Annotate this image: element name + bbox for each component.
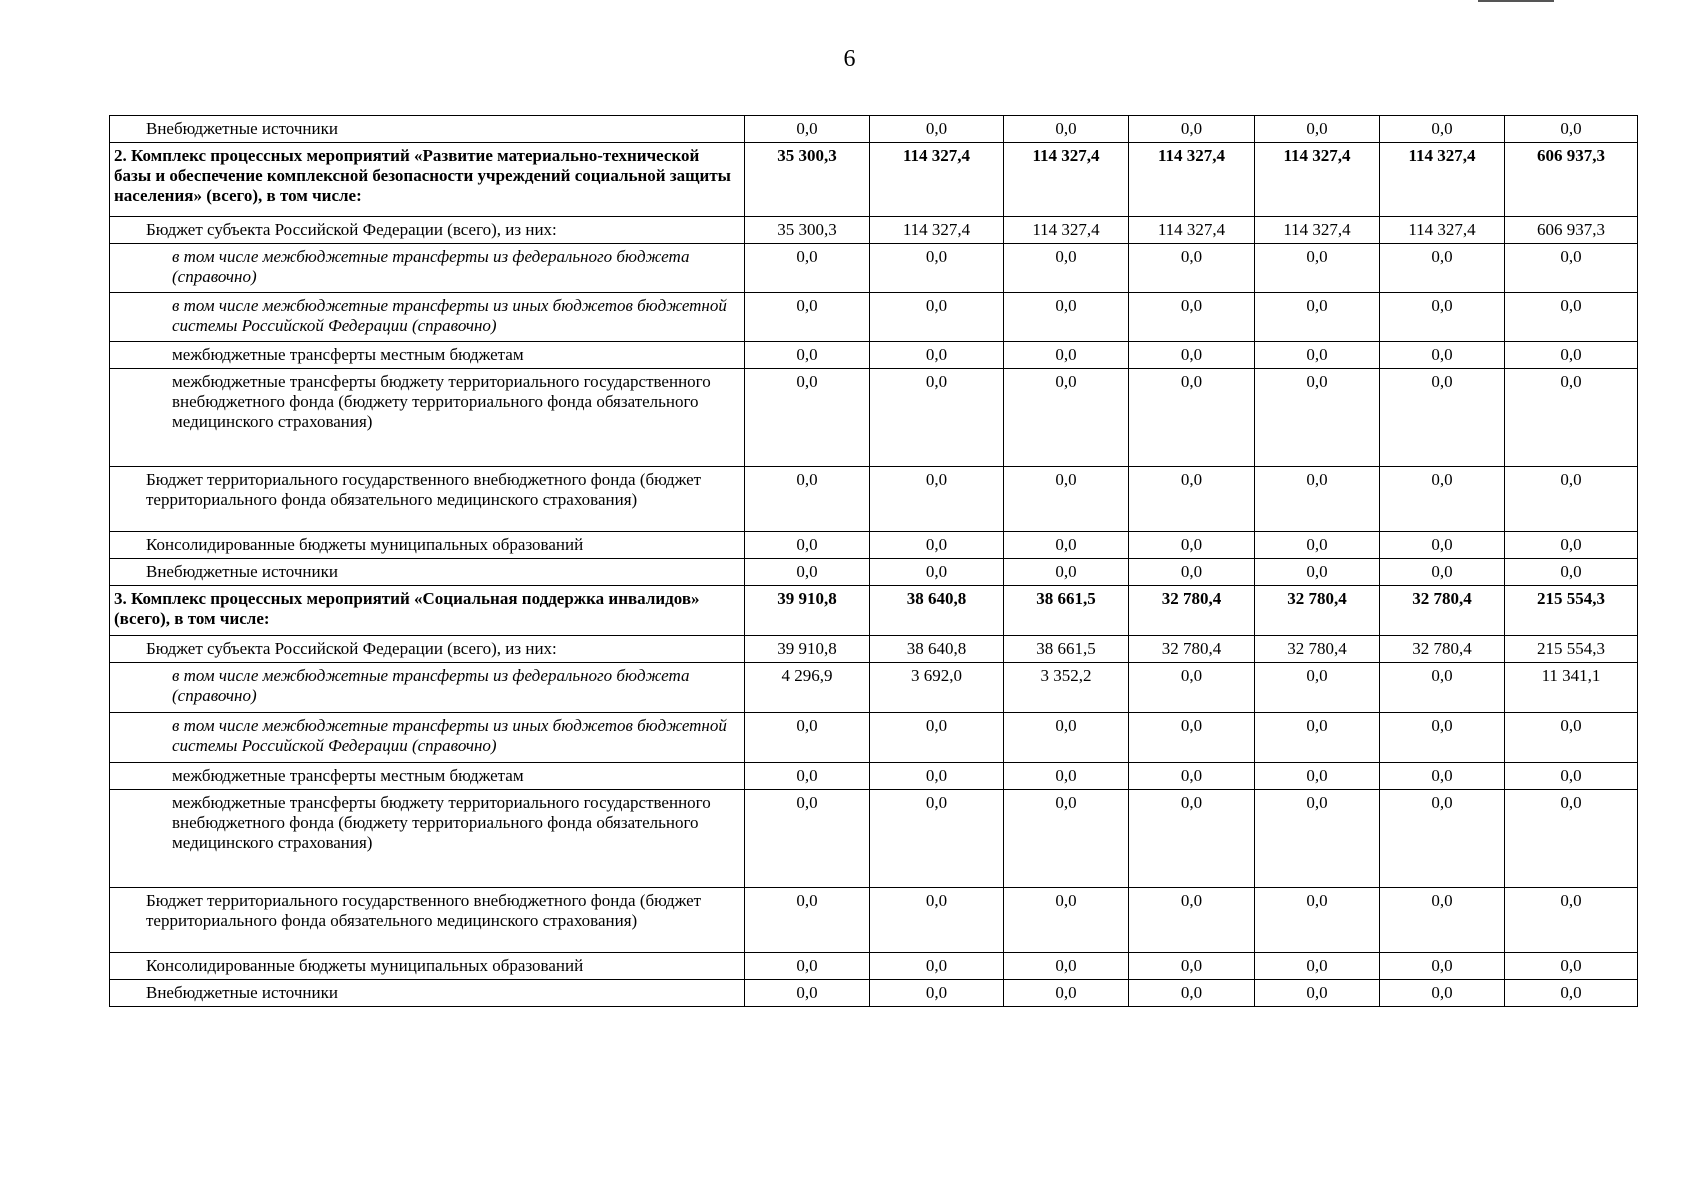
value-cell: 0,0 [745,888,870,953]
value-cell: 0,0 [870,980,1004,1007]
value-cell: 0,0 [1129,559,1255,586]
value-cell: 0,0 [1505,244,1638,293]
value-cell: 0,0 [745,980,870,1007]
value-cell: 0,0 [1255,467,1380,532]
table-row [110,244,1638,293]
value-cell: 0,0 [1380,369,1505,467]
value-cell: 0,0 [1004,293,1129,342]
value-cell: 0,0 [870,293,1004,342]
value-cell: 38 661,5 [1004,636,1129,663]
table-row [110,713,1638,763]
value-cell: 0,0 [1255,980,1380,1007]
value-cell: 0,0 [1004,888,1129,953]
value-cell: 0,0 [1505,293,1638,342]
row-label: межбюджетные трансферты местным бюджетам [110,342,745,369]
value-cell: 0,0 [870,467,1004,532]
value-cell: 0,0 [1380,532,1505,559]
value-cell: 0,0 [1505,888,1638,953]
value-cell: 0,0 [1380,116,1505,143]
table-row [110,293,1638,342]
value-cell: 0,0 [870,532,1004,559]
value-cell: 38 640,8 [870,586,1004,636]
value-cell: 0,0 [1505,980,1638,1007]
value-cell: 39 910,8 [745,586,870,636]
value-cell: 606 937,3 [1505,217,1638,244]
value-cell: 114 327,4 [1255,143,1380,217]
value-cell: 0,0 [1255,888,1380,953]
value-cell: 215 554,3 [1505,636,1638,663]
row-label: в том числе межбюджетные трансферты из иных бюджетов бюджетной системы Российской Федерации (справочно) [110,713,745,763]
value-cell: 0,0 [1505,342,1638,369]
value-cell: 35 300,3 [745,143,870,217]
value-cell: 0,0 [745,559,870,586]
value-cell: 32 780,4 [1129,636,1255,663]
row-label: 3. Комплекс процессных мероприятий «Социальная поддержка инвалидов» (всего), в том числе: [110,586,745,636]
value-cell: 0,0 [1129,713,1255,763]
value-cell: 32 780,4 [1380,636,1505,663]
table-row [110,888,1638,953]
value-cell: 0,0 [870,244,1004,293]
value-cell: 0,0 [1380,980,1505,1007]
value-cell: 0,0 [745,790,870,888]
value-cell: 4 296,9 [745,663,870,713]
value-cell: 0,0 [1004,244,1129,293]
value-cell: 0,0 [1129,467,1255,532]
value-cell: 0,0 [745,342,870,369]
value-cell: 0,0 [1129,663,1255,713]
value-cell: 0,0 [870,790,1004,888]
value-cell: 0,0 [870,953,1004,980]
value-cell: 114 327,4 [1004,217,1129,244]
table-row [110,217,1638,244]
value-cell: 32 780,4 [1380,586,1505,636]
value-cell: 0,0 [745,369,870,467]
value-cell: 0,0 [1004,763,1129,790]
page-number: 6 [843,46,856,72]
value-cell: 0,0 [870,763,1004,790]
row-label: Бюджет субъекта Российской Федерации (всего), из них: [110,217,745,244]
value-cell: 0,0 [1004,532,1129,559]
value-cell: 0,0 [1255,342,1380,369]
value-cell: 0,0 [745,763,870,790]
row-label: Бюджет субъекта Российской Федерации (всего), из них: [110,636,745,663]
row-label: Бюджет территориального государственного внебюджетного фонда (бюджет территориального фонда обязательного медицинского страхования) [110,888,745,953]
value-cell: 0,0 [1129,293,1255,342]
value-cell: 0,0 [1505,790,1638,888]
value-cell: 0,0 [1255,532,1380,559]
scan-artifact [1478,0,1554,2]
table-row [110,763,1638,790]
value-cell: 114 327,4 [1255,217,1380,244]
value-cell: 0,0 [870,888,1004,953]
value-cell: 0,0 [1255,244,1380,293]
value-cell: 0,0 [1004,790,1129,888]
row-label: Бюджет территориального государственного внебюджетного фонда (бюджет территориального фонда обязательного медицинского страхования) [110,467,745,532]
value-cell: 0,0 [1380,888,1505,953]
value-cell: 0,0 [1255,790,1380,888]
value-cell: 215 554,3 [1505,586,1638,636]
value-cell: 0,0 [1129,342,1255,369]
value-cell: 114 327,4 [870,217,1004,244]
row-label: в том числе межбюджетные трансферты из иных бюджетов бюджетной системы Российской Федерации (справочно) [110,293,745,342]
value-cell: 0,0 [1255,953,1380,980]
value-cell: 0,0 [1505,713,1638,763]
value-cell: 0,0 [1380,790,1505,888]
value-cell: 0,0 [1380,713,1505,763]
value-cell: 0,0 [1129,116,1255,143]
value-cell: 0,0 [1505,369,1638,467]
value-cell: 0,0 [1129,369,1255,467]
value-cell: 32 780,4 [1255,586,1380,636]
value-cell: 0,0 [1129,763,1255,790]
value-cell: 0,0 [870,559,1004,586]
value-cell: 0,0 [1004,467,1129,532]
value-cell: 0,0 [870,116,1004,143]
value-cell: 114 327,4 [1380,143,1505,217]
row-label: Внебюджетные источники [110,980,745,1007]
row-label: Внебюджетные источники [110,116,745,143]
value-cell: 0,0 [745,532,870,559]
table-row [110,143,1638,217]
value-cell: 0,0 [745,953,870,980]
value-cell: 0,0 [1129,980,1255,1007]
table-row [110,342,1638,369]
row-label: в том числе межбюджетные трансферты из федерального бюджета (справочно) [110,663,745,713]
table-row [110,369,1638,467]
table-row [110,663,1638,713]
table-row [110,116,1638,143]
value-cell: 0,0 [745,116,870,143]
table-row [110,636,1638,663]
row-label: Внебюджетные источники [110,559,745,586]
value-cell: 606 937,3 [1505,143,1638,217]
value-cell: 0,0 [1255,763,1380,790]
value-cell: 0,0 [1380,342,1505,369]
value-cell: 38 640,8 [870,636,1004,663]
value-cell: 0,0 [870,342,1004,369]
value-cell: 0,0 [1255,713,1380,763]
row-label: Консолидированные бюджеты муниципальных образований [110,953,745,980]
table-row [110,953,1638,980]
value-cell: 0,0 [1380,663,1505,713]
value-cell: 114 327,4 [1380,217,1505,244]
value-cell: 3 352,2 [1004,663,1129,713]
row-label: в том числе межбюджетные трансферты из федерального бюджета (справочно) [110,244,745,293]
budget-table [109,115,1638,1007]
value-cell: 0,0 [1505,116,1638,143]
row-label: межбюджетные трансферты местным бюджетам [110,763,745,790]
value-cell: 0,0 [870,369,1004,467]
value-cell: 0,0 [1380,763,1505,790]
value-cell: 0,0 [1004,980,1129,1007]
value-cell: 0,0 [1004,369,1129,467]
table-row [110,467,1638,532]
value-cell: 39 910,8 [745,636,870,663]
value-cell: 11 341,1 [1505,663,1638,713]
value-cell: 0,0 [1380,953,1505,980]
value-cell: 0,0 [1004,953,1129,980]
value-cell: 0,0 [1255,116,1380,143]
table-body [110,116,1638,1007]
value-cell: 0,0 [745,244,870,293]
value-cell: 3 692,0 [870,663,1004,713]
value-cell: 0,0 [745,713,870,763]
value-cell: 0,0 [1129,953,1255,980]
row-label: межбюджетные трансферты бюджету территориального государственного внебюджетного фонда (бюджету территориального фонда обязательного медицинского страхования) [110,790,745,888]
value-cell: 0,0 [1380,293,1505,342]
value-cell: 0,0 [745,293,870,342]
value-cell: 38 661,5 [1004,586,1129,636]
row-label: 2. Комплекс процессных мероприятий «Развитие материально-технической базы и обеспечение комплексной безопасности учреждений социальной защиты населения» (всего), в том числе: [110,143,745,217]
table-row [110,790,1638,888]
table-row [110,980,1638,1007]
table-row [110,559,1638,586]
value-cell: 0,0 [1255,293,1380,342]
value-cell: 0,0 [1505,467,1638,532]
value-cell: 0,0 [1129,888,1255,953]
value-cell: 35 300,3 [745,217,870,244]
value-cell: 114 327,4 [1129,143,1255,217]
value-cell: 0,0 [1380,559,1505,586]
value-cell: 0,0 [1505,559,1638,586]
row-label: межбюджетные трансферты бюджету территориального государственного внебюджетного фонда (бюджету территориального фонда обязательного медицинского страхования) [110,369,745,467]
value-cell: 0,0 [745,467,870,532]
value-cell: 32 780,4 [1129,586,1255,636]
value-cell: 0,0 [1004,559,1129,586]
value-cell: 0,0 [1380,467,1505,532]
value-cell: 0,0 [1004,116,1129,143]
value-cell: 0,0 [1255,559,1380,586]
value-cell: 0,0 [1129,790,1255,888]
value-cell: 0,0 [1255,663,1380,713]
value-cell: 0,0 [870,713,1004,763]
value-cell: 114 327,4 [870,143,1004,217]
value-cell: 114 327,4 [1004,143,1129,217]
value-cell: 0,0 [1129,532,1255,559]
value-cell: 0,0 [1505,763,1638,790]
row-label: Консолидированные бюджеты муниципальных образований [110,532,745,559]
value-cell: 0,0 [1505,953,1638,980]
value-cell: 0,0 [1505,532,1638,559]
value-cell: 0,0 [1004,713,1129,763]
table-row [110,532,1638,559]
value-cell: 0,0 [1380,244,1505,293]
table-row [110,586,1638,636]
value-cell: 0,0 [1255,369,1380,467]
value-cell: 0,0 [1129,244,1255,293]
value-cell: 32 780,4 [1255,636,1380,663]
value-cell: 114 327,4 [1129,217,1255,244]
value-cell: 0,0 [1004,342,1129,369]
